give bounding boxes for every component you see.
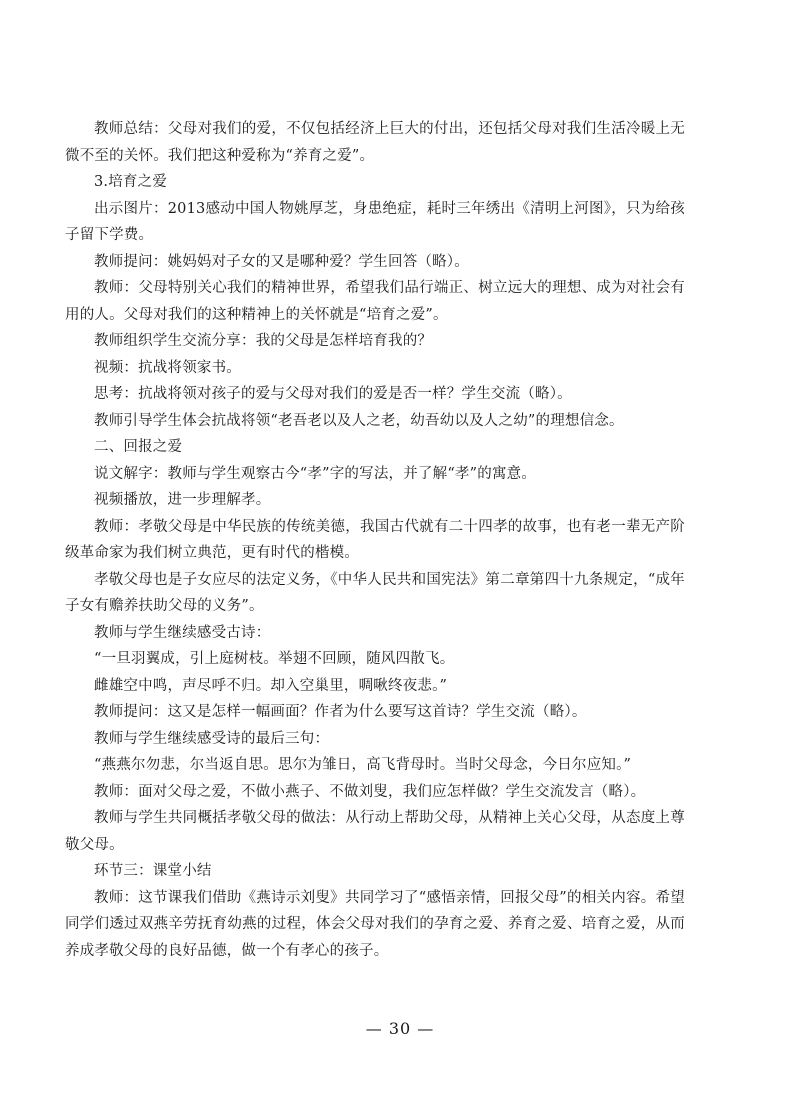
body-text: [65, 116, 685, 964]
section-heading: 环节三：课堂小结: [94, 863, 212, 879]
paragraph: 教师组织学生交流分享：我的父母是怎样培育我的？: [94, 333, 433, 349]
paragraph: 教师与学生共同概括孝敬父母的做法：从行动上帮助父母，从精神上关心父母，从态度上尊敬父母。: [65, 810, 685, 853]
section-heading: 二、回报之爱: [94, 439, 183, 455]
paragraph: 教师与学生继续感受诗的最后三句：: [94, 730, 330, 747]
paragraph: 说文解字：教师与学生观察古今“孝”字的写法，并了解“孝”的寓意。: [94, 465, 537, 482]
paragraph: 孝敬父母也是子女应尽的法定义务，《中华人民共和国宪法》第二章第四十九条规定，“成年子女有赡养扶助父母的义务”。: [65, 571, 685, 614]
paragraph: 教师与学生继续感受古诗：: [94, 624, 271, 641]
poem-line: “燕燕尔勿悲，尔当返自思。思尔为雏日，高飞背母时。当时父母念，今日尔应知。”: [94, 757, 632, 773]
page-number: — 30 —: [365, 1019, 435, 1038]
paragraph: 教师提问：这又是怎样一幅画面？作者为什么要写这首诗？学生交流（略）。: [94, 704, 587, 720]
paragraph: 教师：孝敬父母是中华民族的传统美德，我国古代就有二十四孝的故事，也有老一辈无产阶级革命家为我们树立典范，更有时代的楷模。: [65, 518, 685, 561]
paragraph: 思考：抗战将领对孩子的爱与父母对我们的爱是否一样？学生交流（略）。: [94, 386, 572, 402]
section-heading: 3.培育之爱: [94, 174, 168, 190]
paragraph: 视频：抗战将领家书。: [94, 359, 241, 376]
paragraph: 教师：这节课我们借助《燕诗示刘叟》共同学习了“感悟亲情，回报父母”的相关内容。希望同学们透过双燕辛劳抚育幼燕的过程，体会父母对我们的孕育之爱、养育之爱、培育之爱，从而养成孝敬父母的良好品德，做一个有孝心的孩子。: [65, 889, 685, 959]
paragraph: 教师提问：姚妈妈对子女的又是哪种爱？学生回答（略）。: [94, 253, 469, 270]
paragraph: 出示图片：2013感动中国人物姚厚芝，身患绝症，耗时三年绣出《清明上河图》，只为给孩子留下学费。: [65, 200, 685, 243]
paragraph: 教师：面对父母之爱，不做小燕子、不做刘叟，我们应怎样做？学生交流发言（略）。: [94, 783, 646, 800]
poem-line: 雌雄空中鸣，声尽呼不归。却入空巢里，啁啾终夜悲。”: [94, 677, 448, 694]
paragraph: 教师：父母特别关心我们的精神世界，希望我们品行端正、树立远大的理想、成为对社会有用的人。父母对我们的这种精神上的关怀就是“培育之爱”。: [65, 280, 685, 323]
poem-line: “一旦羽翼成，引上庭树枝。举翅不回顾，随风四散飞。: [94, 651, 455, 667]
paragraph: 教师总结：父母对我们的爱，不仅包括经济上巨大的付出，还包括父母对我们生活冷暖上无微不至的关怀。我们把这种爱称为“养育之爱”。: [65, 121, 685, 164]
paragraph: 视频播放，进一步理解孝。: [94, 492, 271, 508]
paragraph: 教师引导学生体会抗战将领“老吾老以及人之老，幼吾幼以及人之幼”的理想信念。: [94, 412, 624, 429]
